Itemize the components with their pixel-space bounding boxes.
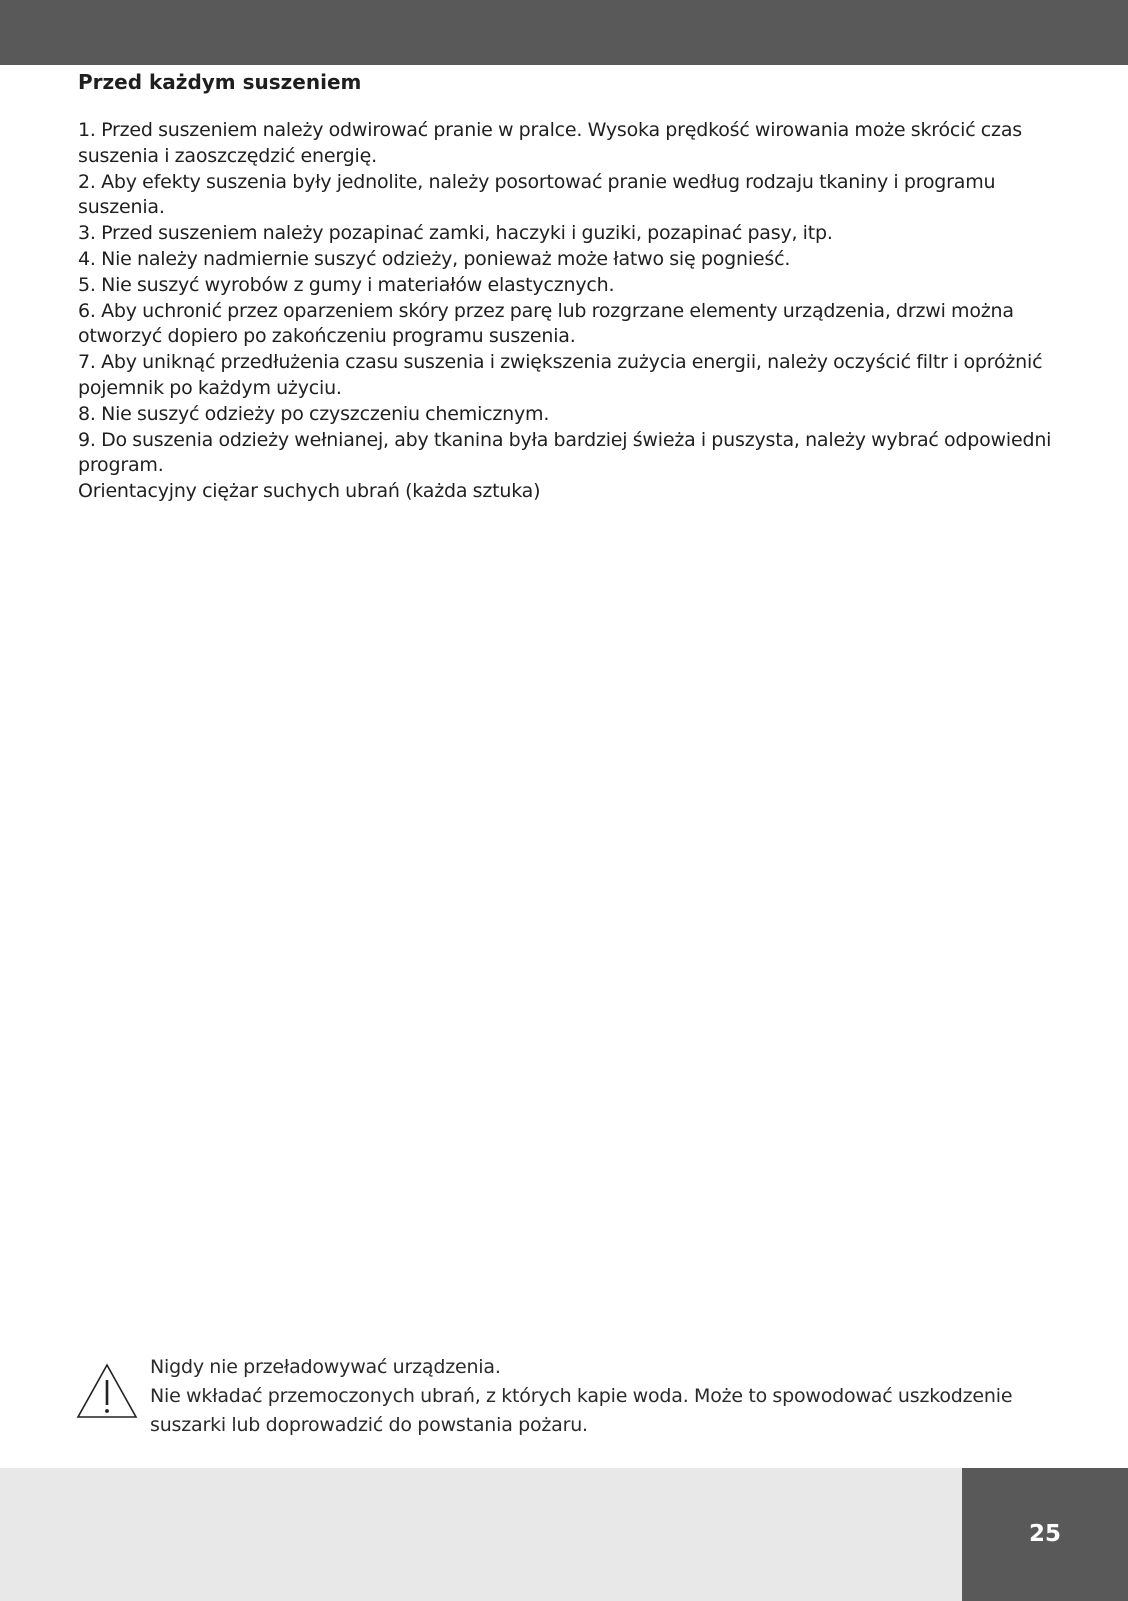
footer-band (0, 1468, 962, 1601)
instruction-list (78, 118, 1058, 479)
page-number-box (962, 1468, 1128, 1601)
instruction-item: 8. Nie suszyć odzieży po czyszczeniu chemicznym. (78, 402, 550, 425)
weight-note: Orientacyjny ciężar suchych ubrań (każda sztuka) (78, 480, 541, 503)
warning-text (150, 1353, 1050, 1440)
instruction-item: 9. Do suszenia odzieży wełnianej, aby tkanina była bardziej świeża i puszysta, należy wybrać odpowiedni program. (78, 428, 1052, 477)
section-heading: Przed każdym suszeniem (78, 70, 362, 94)
content (78, 66, 1058, 505)
instruction-item: 6. Aby uchronić przez oparzeniem skóry przez parę lub rozgrzane elementy urządzenia, drzwi można otworzyć dopiero po zakończeniu programu suszenia. (78, 299, 1014, 348)
warning-line: Nigdy nie przeładowywać urządzenia. (150, 1356, 501, 1378)
page-number: 25 (1028, 1521, 1061, 1547)
header-bar (0, 0, 1128, 65)
instruction-item: 4. Nie należy nadmiernie suszyć odzieży, ponieważ może łatwo się pognieść. (78, 247, 791, 270)
warning-line: Nie wkładać przemoczonych ubrań, z których kapie woda. Może to spowodować uszkodzenie suszarki lub doprowadzić do powstania pożaru. (150, 1385, 1013, 1436)
instruction-item: 7. Aby uniknąć przedłużenia czasu suszenia i zwiększenia zużycia energii, należy oczyścić filtr i opróżnić pojemnik po każdym użyciu. (78, 351, 1043, 399)
warning-triangle-icon (76, 1363, 138, 1419)
instruction-item: 3. Przed suszeniem należy pozapinać zamki, haczyki i guziki, pozapinać pasy, itp. (78, 222, 833, 245)
warning-block (76, 1353, 1056, 1453)
instruction-item: 1. Przed suszeniem należy odwirować pranie w pralce. Wysoka prędkość wirowania może skrócić czas suszenia i zaoszczędzić energię. (78, 119, 1022, 167)
instruction-item: 5. Nie suszyć wyrobów z gumy i materiałów elastycznych. (78, 273, 615, 296)
instruction-item: 2. Aby efekty suszenia były jednolite, należy posortować pranie według rodzaju tkaniny i programu suszenia. (78, 170, 996, 219)
